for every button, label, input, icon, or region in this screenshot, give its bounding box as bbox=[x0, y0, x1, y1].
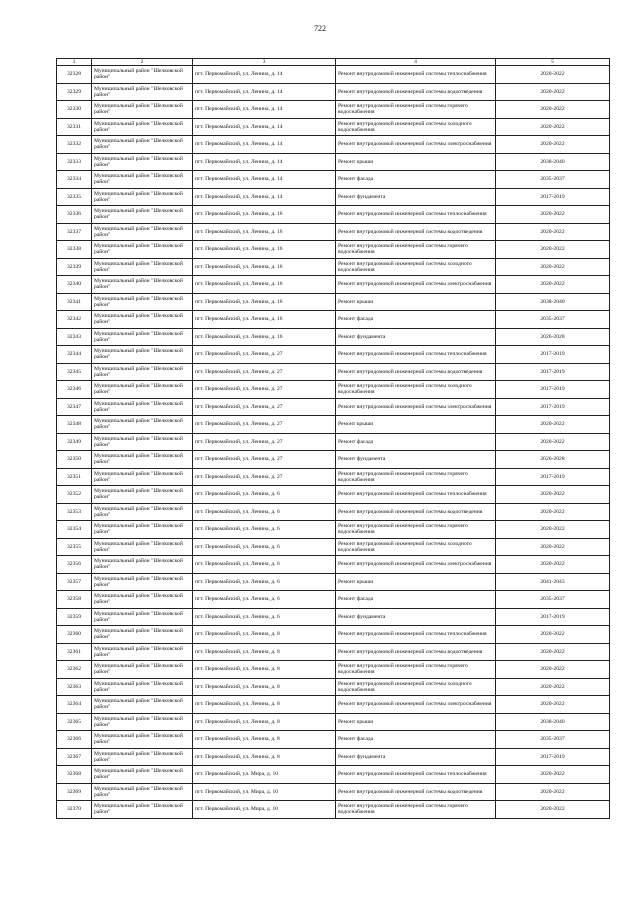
work-type-cell: Ремонт крыши bbox=[336, 293, 496, 311]
district-cell: Муниципальный район "Шелковской район" bbox=[92, 258, 193, 276]
column-header-3: 3 bbox=[193, 59, 336, 66]
row-number-cell: 32366 bbox=[57, 731, 92, 749]
column-header-1: 1 bbox=[57, 59, 92, 66]
work-type-cell: Ремонт внутридомовой инженерной системы горячего водоснабжения bbox=[336, 521, 496, 539]
table-row bbox=[57, 556, 610, 574]
table-row bbox=[57, 136, 610, 154]
table-row bbox=[57, 416, 610, 434]
table-row bbox=[57, 381, 610, 399]
address-cell: пгт. Первомайский, ул. Ленина, д. 8 bbox=[193, 748, 336, 766]
table-row bbox=[57, 643, 610, 661]
address-cell: пгт. Первомайский, ул. Ленина, д. 8 bbox=[193, 678, 336, 696]
address-cell: пгт. Первомайский, ул. Ленина, д. 14 bbox=[193, 101, 336, 119]
row-number-cell: 32335 bbox=[57, 188, 92, 206]
row-number-cell: 32331 bbox=[57, 118, 92, 136]
table-row bbox=[57, 521, 610, 539]
work-type-cell: Ремонт фасада bbox=[336, 731, 496, 749]
row-number-cell: 32328 bbox=[57, 66, 92, 84]
work-type-cell: Ремонт внутридомовой инженерной системы электроснабжения bbox=[336, 276, 496, 294]
table-row bbox=[57, 451, 610, 469]
district-cell: Муниципальный район "Шелковской район" bbox=[92, 783, 193, 801]
table-row bbox=[57, 783, 610, 801]
district-cell: Муниципальный район "Шелковской район" bbox=[92, 276, 193, 294]
work-type-cell: Ремонт внутридомовой инженерной системы водоотведения bbox=[336, 783, 496, 801]
table-row bbox=[57, 171, 610, 189]
row-number-cell: 32361 bbox=[57, 643, 92, 661]
work-type-cell: Ремонт крыши bbox=[336, 416, 496, 434]
period-cell: 2020-2022 bbox=[496, 136, 610, 154]
row-number-cell: 32360 bbox=[57, 626, 92, 644]
table-row bbox=[57, 801, 610, 819]
period-cell: 2020-2022 bbox=[496, 538, 610, 556]
district-cell: Муниципальный район "Шелковской район" bbox=[92, 608, 193, 626]
work-type-cell: Ремонт внутридомовой инженерной системы электроснабжения bbox=[336, 696, 496, 714]
district-cell: Муниципальный район "Шелковской район" bbox=[92, 451, 193, 469]
district-cell: Муниципальный район "Шелковской район" bbox=[92, 398, 193, 416]
district-cell: Муниципальный район "Шелковской район" bbox=[92, 118, 193, 136]
work-type-cell: Ремонт внутридомовой инженерной системы горячего водоснабжения bbox=[336, 241, 496, 259]
row-number-cell: 32354 bbox=[57, 521, 92, 539]
work-type-cell: Ремонт внутридомовой инженерной системы горячего водоснабжения bbox=[336, 468, 496, 486]
district-cell: Муниципальный район "Шелковской район" bbox=[92, 521, 193, 539]
district-cell: Муниципальный район "Шелковской район" bbox=[92, 241, 193, 259]
work-type-cell: Ремонт фасада bbox=[336, 171, 496, 189]
period-cell: 2035-2037 bbox=[496, 311, 610, 329]
district-cell: Муниципальный район "Шелковской район" bbox=[92, 433, 193, 451]
work-type-cell: Ремонт внутридомовой инженерной системы водоотведения bbox=[336, 503, 496, 521]
table-row bbox=[57, 433, 610, 451]
work-type-cell: Ремонт крыши bbox=[336, 153, 496, 171]
address-cell: пгт. Первомайский, ул. Ленина, д. 14 bbox=[193, 83, 336, 101]
period-cell: 2026-2028 bbox=[496, 328, 610, 346]
work-type-cell: Ремонт внутридомовой инженерной системы теплоснабжения bbox=[336, 346, 496, 364]
row-number-cell: 32332 bbox=[57, 136, 92, 154]
row-number-cell: 32336 bbox=[57, 206, 92, 224]
district-cell: Муниципальный район "Шелковской район" bbox=[92, 468, 193, 486]
table-row bbox=[57, 713, 610, 731]
address-cell: пгт. Первомайский, ул. Ленина, д. 27 bbox=[193, 363, 336, 381]
row-number-cell: 32342 bbox=[57, 311, 92, 329]
district-cell: Муниципальный район "Шелковской район" bbox=[92, 801, 193, 819]
district-cell: Муниципальный район "Шелковской район" bbox=[92, 591, 193, 609]
table-row bbox=[57, 573, 610, 591]
column-header-2: 2 bbox=[92, 59, 193, 66]
page-number: 722 bbox=[314, 24, 326, 33]
district-cell: Муниципальный район "Шелковской район" bbox=[92, 696, 193, 714]
period-cell: 2020-2022 bbox=[496, 276, 610, 294]
district-cell: Муниципальный район "Шелковской район" bbox=[92, 626, 193, 644]
row-number-cell: 32363 bbox=[57, 678, 92, 696]
row-number-cell: 32348 bbox=[57, 416, 92, 434]
work-type-cell: Ремонт фасада bbox=[336, 433, 496, 451]
address-cell: пгт. Первомайский, ул. Ленина, д. 27 bbox=[193, 398, 336, 416]
row-number-cell: 32359 bbox=[57, 608, 92, 626]
period-cell: 2035-2037 bbox=[496, 171, 610, 189]
row-number-cell: 32353 bbox=[57, 503, 92, 521]
district-cell: Муниципальный район "Шелковской район" bbox=[92, 678, 193, 696]
period-cell: 2020-2022 bbox=[496, 101, 610, 119]
row-number-cell: 32362 bbox=[57, 661, 92, 679]
address-cell: пгт. Первомайский, ул. Мира, д. 10 bbox=[193, 766, 336, 784]
period-cell: 2020-2022 bbox=[496, 83, 610, 101]
district-cell: Муниципальный район "Шелковской район" bbox=[92, 731, 193, 749]
period-cell: 2020-2022 bbox=[496, 766, 610, 784]
period-cell: 2020-2022 bbox=[496, 801, 610, 819]
work-type-cell: Ремонт внутридомовой инженерной системы горячего водоснабжения bbox=[336, 101, 496, 119]
address-cell: пгт. Первомайский, ул. Ленина, д. 8 bbox=[193, 643, 336, 661]
row-number-cell: 32365 bbox=[57, 713, 92, 731]
address-cell: пгт. Первомайский, ул. Ленина, д. 16 bbox=[193, 311, 336, 329]
address-cell: пгт. Первомайский, ул. Ленина, д. 16 bbox=[193, 293, 336, 311]
period-cell: 2017-2019 bbox=[496, 468, 610, 486]
address-cell: пгт. Первомайский, ул. Ленина, д. 16 bbox=[193, 258, 336, 276]
address-cell: пгт. Первомайский, ул. Мира, д. 10 bbox=[193, 801, 336, 819]
table-row bbox=[57, 591, 610, 609]
period-cell: 2020-2022 bbox=[496, 503, 610, 521]
district-cell: Муниципальный район "Шелковской район" bbox=[92, 643, 193, 661]
work-type-cell: Ремонт внутридомовой инженерной системы водоотведения bbox=[336, 83, 496, 101]
table-row bbox=[57, 661, 610, 679]
address-cell: пгт. Первомайский, ул. Ленина, д. 16 bbox=[193, 241, 336, 259]
work-type-cell: Ремонт внутридомовой инженерной системы водоотведения bbox=[336, 223, 496, 241]
period-cell: 2020-2022 bbox=[496, 678, 610, 696]
address-cell: пгт. Первомайский, ул. Ленина, д. 27 bbox=[193, 451, 336, 469]
period-cell: 2017-2019 bbox=[496, 363, 610, 381]
address-cell: пгт. Первомайский, ул. Ленина, д. 8 bbox=[193, 713, 336, 731]
work-type-cell: Ремонт крыши bbox=[336, 713, 496, 731]
period-cell: 2020-2022 bbox=[496, 118, 610, 136]
period-cell: 2020-2022 bbox=[496, 626, 610, 644]
period-cell: 2020-2022 bbox=[496, 486, 610, 504]
district-cell: Муниципальный район "Шелковской район" bbox=[92, 293, 193, 311]
row-number-cell: 32341 bbox=[57, 293, 92, 311]
period-cell: 2020-2022 bbox=[496, 643, 610, 661]
table-row bbox=[57, 188, 610, 206]
address-cell: пгт. Первомайский, ул. Ленина, д. 14 bbox=[193, 118, 336, 136]
address-cell: пгт. Первомайский, ул. Ленина, д. 14 bbox=[193, 153, 336, 171]
district-cell: Муниципальный район "Шелковской район" bbox=[92, 573, 193, 591]
district-cell: Муниципальный район "Шелковской район" bbox=[92, 748, 193, 766]
period-cell: 2020-2022 bbox=[496, 206, 610, 224]
district-cell: Муниципальный район "Шелковской район" bbox=[92, 416, 193, 434]
period-cell: 2017-2019 bbox=[496, 748, 610, 766]
period-cell: 2038-2040 bbox=[496, 713, 610, 731]
period-cell: 2020-2022 bbox=[496, 783, 610, 801]
column-number-row bbox=[57, 59, 610, 66]
row-number-cell: 32334 bbox=[57, 171, 92, 189]
table-row bbox=[57, 678, 610, 696]
address-cell: пгт. Первомайский, ул. Ленина, д. 27 bbox=[193, 468, 336, 486]
work-type-cell: Ремонт внутридомовой инженерной системы теплоснабжения bbox=[336, 626, 496, 644]
period-cell: 2020-2022 bbox=[496, 66, 610, 84]
period-cell: 2017-2019 bbox=[496, 188, 610, 206]
district-cell: Муниципальный район "Шелковской район" bbox=[92, 713, 193, 731]
row-number-cell: 32358 bbox=[57, 591, 92, 609]
row-number-cell: 32343 bbox=[57, 328, 92, 346]
address-cell: пгт. Первомайский, ул. Ленина, д. 8 bbox=[193, 731, 336, 749]
address-cell: пгт. Первомайский, ул. Ленина, д. 14 bbox=[193, 188, 336, 206]
row-number-cell: 32350 bbox=[57, 451, 92, 469]
period-cell: 2038-2040 bbox=[496, 293, 610, 311]
table-row bbox=[57, 696, 610, 714]
period-cell: 2017-2019 bbox=[496, 346, 610, 364]
table-row bbox=[57, 538, 610, 556]
work-type-cell: Ремонт фундамента bbox=[336, 451, 496, 469]
address-cell: пгт. Первомайский, ул. Ленина, д. 16 bbox=[193, 328, 336, 346]
table-row bbox=[57, 153, 610, 171]
table-row bbox=[57, 398, 610, 416]
district-cell: Муниципальный район "Шелковской район" bbox=[92, 83, 193, 101]
work-type-cell: Ремонт внутридомовой инженерной системы холодного водоснабжения bbox=[336, 118, 496, 136]
period-cell: 2026-2028 bbox=[496, 451, 610, 469]
address-cell: пгт. Первомайский, ул. Ленина, д. 8 bbox=[193, 626, 336, 644]
period-cell: 2038-2040 bbox=[496, 153, 610, 171]
period-cell: 2017-2019 bbox=[496, 381, 610, 399]
period-cell: 2020-2022 bbox=[496, 521, 610, 539]
district-cell: Муниципальный район "Шелковской район" bbox=[92, 171, 193, 189]
table-row bbox=[57, 503, 610, 521]
table-row bbox=[57, 748, 610, 766]
address-cell: пгт. Первомайский, ул. Ленина, д. 27 bbox=[193, 433, 336, 451]
address-cell: пгт. Первомайский, ул. Ленина, д. 6 bbox=[193, 573, 336, 591]
address-cell: пгт. Первомайский, ул. Ленина, д. 16 bbox=[193, 206, 336, 224]
row-number-cell: 32355 bbox=[57, 538, 92, 556]
address-cell: пгт. Первомайский, ул. Ленина, д. 27 bbox=[193, 416, 336, 434]
period-cell: 2017-2019 bbox=[496, 608, 610, 626]
work-type-cell: Ремонт внутридомовой инженерной системы горячего водоснабжения bbox=[336, 661, 496, 679]
district-cell: Муниципальный район "Шелковской район" bbox=[92, 486, 193, 504]
district-cell: Муниципальный район "Шелковской район" bbox=[92, 153, 193, 171]
address-cell: пгт. Первомайский, ул. Ленина, д. 27 bbox=[193, 381, 336, 399]
table-row bbox=[57, 118, 610, 136]
address-cell: пгт. Первомайский, ул. Ленина, д. 14 bbox=[193, 66, 336, 84]
row-number-cell: 32368 bbox=[57, 766, 92, 784]
table-row bbox=[57, 206, 610, 224]
period-cell: 2020-2022 bbox=[496, 258, 610, 276]
address-cell: пгт. Первомайский, ул. Ленина, д. 14 bbox=[193, 136, 336, 154]
address-cell: пгт. Первомайский, ул. Ленина, д. 8 bbox=[193, 696, 336, 714]
address-cell: пгт. Первомайский, ул. Мира, д. 10 bbox=[193, 783, 336, 801]
period-cell: 2041-2043 bbox=[496, 573, 610, 591]
table-row bbox=[57, 468, 610, 486]
work-type-cell: Ремонт внутридомовой инженерной системы электроснабжения bbox=[336, 136, 496, 154]
address-cell: пгт. Первомайский, ул. Ленина, д. 6 bbox=[193, 521, 336, 539]
work-type-cell: Ремонт крыши bbox=[336, 573, 496, 591]
row-number-cell: 32357 bbox=[57, 573, 92, 591]
row-number-cell: 32351 bbox=[57, 468, 92, 486]
row-number-cell: 32345 bbox=[57, 363, 92, 381]
row-number-cell: 32346 bbox=[57, 381, 92, 399]
address-cell: пгт. Первомайский, ул. Ленина, д. 6 bbox=[193, 503, 336, 521]
table-row bbox=[57, 346, 610, 364]
period-cell: 2020-2022 bbox=[496, 241, 610, 259]
work-type-cell: Ремонт фундамента bbox=[336, 188, 496, 206]
table-row bbox=[57, 311, 610, 329]
address-cell: пгт. Первомайский, ул. Ленина, д. 27 bbox=[193, 346, 336, 364]
work-type-cell: Ремонт фасада bbox=[336, 591, 496, 609]
district-cell: Муниципальный район "Шелковской район" bbox=[92, 328, 193, 346]
work-type-cell: Ремонт внутридомовой инженерной системы теплоснабжения bbox=[336, 66, 496, 84]
work-type-cell: Ремонт фундамента bbox=[336, 328, 496, 346]
district-cell: Муниципальный район "Шелковской район" bbox=[92, 503, 193, 521]
work-type-cell: Ремонт фундамента bbox=[336, 748, 496, 766]
row-number-cell: 32369 bbox=[57, 783, 92, 801]
table-row bbox=[57, 608, 610, 626]
period-cell: 2035-2037 bbox=[496, 731, 610, 749]
work-type-cell: Ремонт внутридомовой инженерной системы холодного водоснабжения bbox=[336, 678, 496, 696]
district-cell: Муниципальный район "Шелковской район" bbox=[92, 311, 193, 329]
table-row bbox=[57, 258, 610, 276]
work-type-cell: Ремонт внутридомовой инженерной системы водоотведения bbox=[336, 643, 496, 661]
row-number-cell: 32344 bbox=[57, 346, 92, 364]
address-cell: пгт. Первомайский, ул. Ленина, д. 16 bbox=[193, 276, 336, 294]
table-row bbox=[57, 766, 610, 784]
district-cell: Муниципальный район "Шелковской район" bbox=[92, 766, 193, 784]
work-type-cell: Ремонт внутридомовой инженерной системы теплоснабжения bbox=[336, 486, 496, 504]
work-type-cell: Ремонт внутридомовой инженерной системы горячего водоснабжения bbox=[336, 801, 496, 819]
row-number-cell: 32352 bbox=[57, 486, 92, 504]
table-row bbox=[57, 83, 610, 101]
work-type-cell: Ремонт внутридомовой инженерной системы теплоснабжения bbox=[336, 206, 496, 224]
address-cell: пгт. Первомайский, ул. Ленина, д. 6 bbox=[193, 556, 336, 574]
address-cell: пгт. Первомайский, ул. Ленина, д. 6 bbox=[193, 608, 336, 626]
row-number-cell: 32364 bbox=[57, 696, 92, 714]
period-cell: 2020-2022 bbox=[496, 556, 610, 574]
district-cell: Муниципальный район "Шелковской район" bbox=[92, 661, 193, 679]
table-row bbox=[57, 363, 610, 381]
work-type-cell: Ремонт внутридомовой инженерной системы холодного водоснабжения bbox=[336, 538, 496, 556]
table-row bbox=[57, 626, 610, 644]
district-cell: Муниципальный район "Шелковской район" bbox=[92, 66, 193, 84]
row-number-cell: 32339 bbox=[57, 258, 92, 276]
work-type-cell: Ремонт фундамента bbox=[336, 608, 496, 626]
work-type-cell: Ремонт внутридомовой инженерной системы холодного водоснабжения bbox=[336, 258, 496, 276]
address-cell: пгт. Первомайский, ул. Ленина, д. 14 bbox=[193, 171, 336, 189]
work-type-cell: Ремонт внутридомовой инженерной системы теплоснабжения bbox=[336, 766, 496, 784]
work-type-cell: Ремонт внутридомовой инженерной системы водоотведения bbox=[336, 363, 496, 381]
row-number-cell: 32333 bbox=[57, 153, 92, 171]
address-cell: пгт. Первомайский, ул. Ленина, д. 16 bbox=[193, 223, 336, 241]
district-cell: Муниципальный район "Шелковской район" bbox=[92, 363, 193, 381]
district-cell: Муниципальный район "Шелковской район" bbox=[92, 101, 193, 119]
row-number-cell: 32347 bbox=[57, 398, 92, 416]
period-cell: 2020-2022 bbox=[496, 433, 610, 451]
district-cell: Муниципальный район "Шелковской район" bbox=[92, 556, 193, 574]
table-row bbox=[57, 293, 610, 311]
row-number-cell: 32370 bbox=[57, 801, 92, 819]
row-number-cell: 32349 bbox=[57, 433, 92, 451]
row-number-cell: 32329 bbox=[57, 83, 92, 101]
district-cell: Муниципальный район "Шелковской район" bbox=[92, 538, 193, 556]
capital-repair-table bbox=[56, 58, 610, 819]
district-cell: Муниципальный район "Шелковской район" bbox=[92, 381, 193, 399]
table-body bbox=[57, 66, 610, 819]
district-cell: Муниципальный район "Шелковской район" bbox=[92, 346, 193, 364]
table-row bbox=[57, 328, 610, 346]
table-row bbox=[57, 276, 610, 294]
district-cell: Муниципальный район "Шелковской район" bbox=[92, 223, 193, 241]
row-number-cell: 32356 bbox=[57, 556, 92, 574]
work-type-cell: Ремонт внутридомовой инженерной системы холодного водоснабжения bbox=[336, 381, 496, 399]
period-cell: 2020-2022 bbox=[496, 223, 610, 241]
address-cell: пгт. Первомайский, ул. Ленина, д. 6 bbox=[193, 486, 336, 504]
address-cell: пгт. Первомайский, ул. Ленина, д. 8 bbox=[193, 661, 336, 679]
table-row bbox=[57, 241, 610, 259]
period-cell: 2020-2022 bbox=[496, 661, 610, 679]
address-cell: пгт. Первомайский, ул. Ленина, д. 6 bbox=[193, 591, 336, 609]
period-cell: 2020-2022 bbox=[496, 696, 610, 714]
row-number-cell: 32340 bbox=[57, 276, 92, 294]
row-number-cell: 32330 bbox=[57, 101, 92, 119]
table-row bbox=[57, 66, 610, 84]
table-row bbox=[57, 486, 610, 504]
row-number-cell: 32338 bbox=[57, 241, 92, 259]
district-cell: Муниципальный район "Шелковской район" bbox=[92, 188, 193, 206]
table-row bbox=[57, 101, 610, 119]
work-type-cell: Ремонт внутридомовой инженерной системы электроснабжения bbox=[336, 556, 496, 574]
row-number-cell: 32367 bbox=[57, 748, 92, 766]
district-cell: Муниципальный район "Шелковской район" bbox=[92, 136, 193, 154]
period-cell: 2017-2019 bbox=[496, 398, 610, 416]
address-cell: пгт. Первомайский, ул. Ленина, д. 6 bbox=[193, 538, 336, 556]
row-number-cell: 32337 bbox=[57, 223, 92, 241]
period-cell: 2020-2022 bbox=[496, 416, 610, 434]
work-type-cell: Ремонт внутридомовой инженерной системы электроснабжения bbox=[336, 398, 496, 416]
period-cell: 2035-2037 bbox=[496, 591, 610, 609]
table-row bbox=[57, 731, 610, 749]
table-row bbox=[57, 223, 610, 241]
column-header-5: 5 bbox=[496, 59, 610, 66]
work-type-cell: Ремонт фасада bbox=[336, 311, 496, 329]
district-cell: Муниципальный район "Шелковской район" bbox=[92, 206, 193, 224]
column-header-4: 4 bbox=[336, 59, 496, 66]
